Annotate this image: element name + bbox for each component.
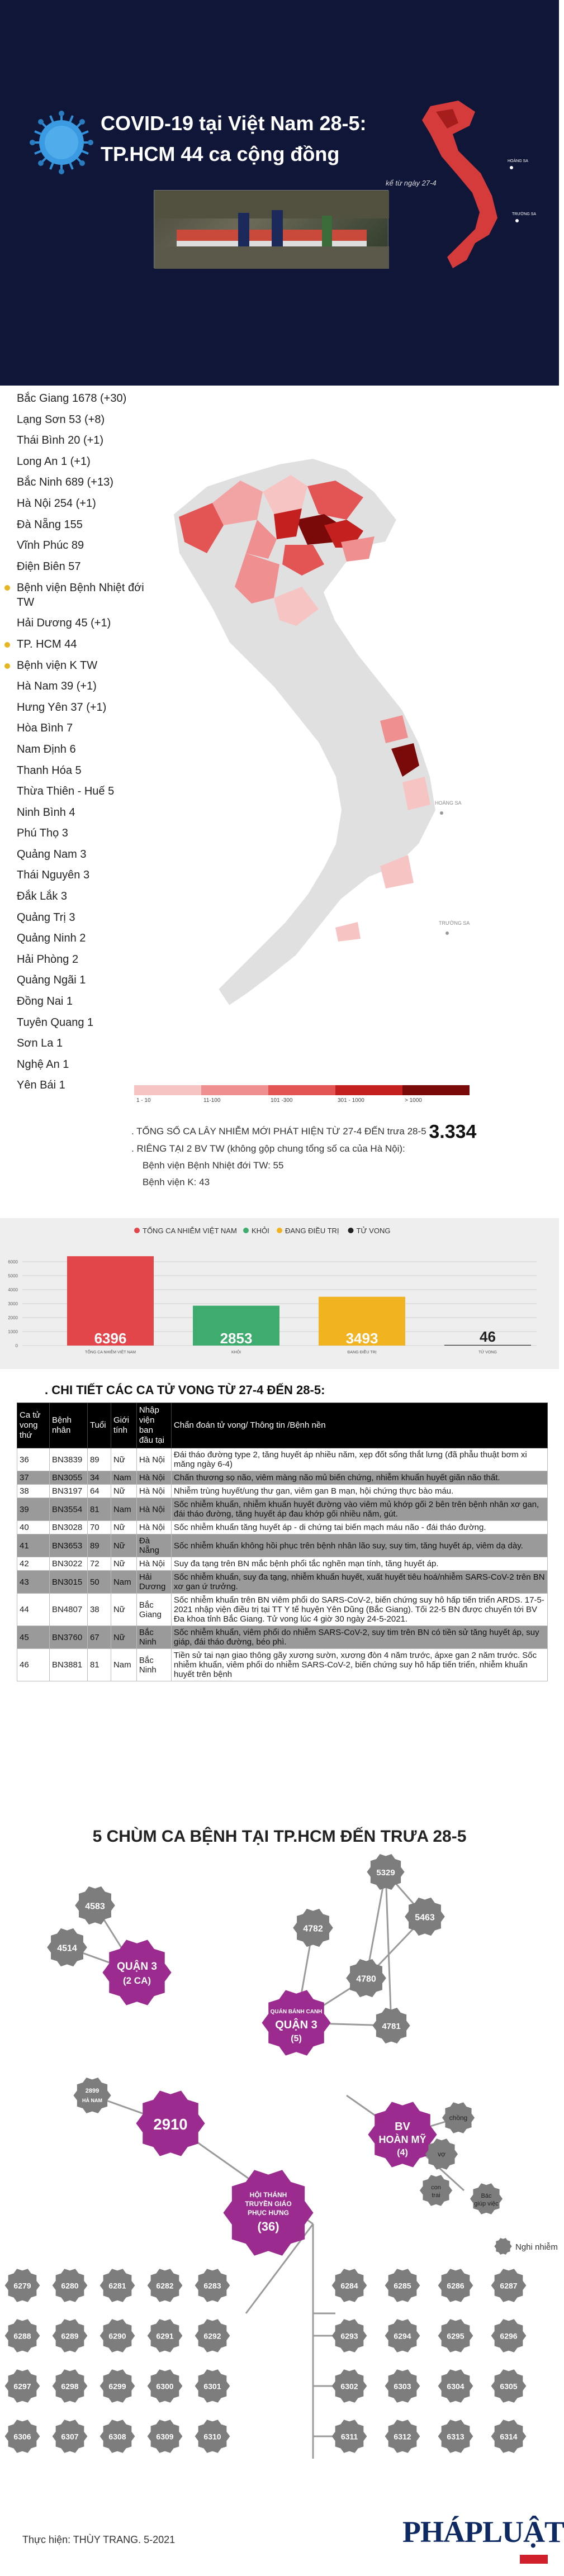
case-node-label: 6285 (394, 2281, 411, 2290)
scale-label: 101 -300 (271, 1097, 293, 1104)
legend-swatch (277, 1228, 282, 1233)
province-label: Yên Bái 1 (17, 1079, 65, 1092)
scale-label: > 1000 (405, 1097, 422, 1104)
province-label: Long An 1 (+1) (17, 455, 91, 468)
table-cell: 45 (17, 1626, 50, 1649)
case-node-label: 6310 (203, 2432, 221, 2441)
province-item (17, 949, 162, 971)
scale-label: 301 - 1000 (338, 1097, 364, 1104)
province-label: Bắc Ninh 689 (+13) (17, 476, 113, 489)
truong-sa-label: TRƯỜNG SA (439, 920, 470, 926)
province-label: Hòa Bình 7 (17, 722, 73, 735)
scale-label: 11-100 (203, 1097, 221, 1104)
case-node-label: 6312 (394, 2432, 411, 2441)
bar-chart-svg (0, 1218, 559, 1369)
clusters-diagram (0, 1855, 559, 2498)
hanam-node-label: 2899 (85, 2088, 99, 2094)
truong-sa-mini-label: TRƯỜNG SA (512, 212, 537, 216)
binhcanh-small-label: QUÁN BÁNH CANH (270, 2009, 323, 2015)
table-cell: 50 (87, 1571, 111, 1594)
province-item (17, 802, 162, 824)
case-node-label: 6298 (61, 2382, 79, 2391)
table-cell: Sốc nhiễm khuẩn không hồi phục trên bệnh nhân lão suy, suy tim, tăng huyết áp, viêm dạ dày. (171, 1534, 547, 1557)
case-node-label: 6299 (108, 2382, 126, 2391)
table-cell: 72 (87, 1557, 111, 1571)
bv-hm-node-label: chồng (449, 2114, 468, 2122)
table-cell: Nữ (111, 1521, 136, 1534)
y-tick-label: 2000 (8, 1315, 18, 1320)
binhcanh-main-label: QUẬN 3 (275, 2019, 317, 2031)
case-node-label: 6282 (156, 2281, 174, 2290)
legend-swatch (243, 1228, 249, 1233)
table-cell: Nam (111, 1649, 136, 1681)
case-node-label: 6300 (156, 2382, 174, 2391)
x-tick-label: KHỎI (231, 1351, 241, 1354)
table-cell: BN3760 (49, 1626, 87, 1649)
table-cell: Bắc Giang (136, 1594, 171, 1626)
table-row (17, 1557, 548, 1571)
case-node-label: 5463 (415, 1913, 435, 1923)
scale-swatch (402, 1085, 470, 1095)
table-cell: Sốc nhiễm khuẩn, suy đa tạng, nhiễm khuẩn huyết, xuất huyết tiêu hoá/nhiễm SARS-CoV-2 trên BN xơ gan ứ trưởng. (171, 1571, 547, 1594)
hanam-label: HÀ NAM (82, 2098, 102, 2103)
bar-value-label: 6396 (94, 1330, 127, 1347)
church-line3: PHỤC HƯNG (248, 2209, 289, 2217)
case-node-label: 6313 (447, 2432, 465, 2441)
table-header-cell: Giới tính (111, 1403, 136, 1448)
legend-label: TỬ VONG (356, 1227, 391, 1235)
province-item (17, 557, 162, 578)
table-cell: Sốc nhiễm khuẩn trên BN viêm phổi do SARS-CoV-2, biến chứng suy hô hấp tiến triển ARDS. 17-5-2021 nhập viện điều trị tại TT Y tế huyện Yên Dũng (Bắc Giang). Tối 22-5 BN được chuyển tới BV Đa khoa tỉnh Bắc Giang. Tử vong lúc 4 giờ 30 ngày 24-5-2021. (171, 1594, 547, 1626)
province-item (17, 388, 162, 410)
table-cell: 37 (17, 1471, 50, 1485)
table-header-cell: Bệnh nhân (49, 1403, 87, 1448)
table-cell: Suy đa tạng trên BN mắc bệnh phổi tắc nghẽn mạn tính, tăng huyết áp. (171, 1557, 547, 1571)
church-line2: TRUYỀN GIÁO (245, 2200, 292, 2208)
case-node-label: 4583 (85, 1902, 105, 1912)
table-cell: Sốc nhiễm khuẩn, viêm phổi do nhiễm SARS-CoV-2, suy tim trên BN có tiền sử tăng huyết áp, suy giáp, đái tháo đường, béo phì. (171, 1626, 547, 1649)
y-tick-label: 4000 (8, 1287, 18, 1292)
legend-label: TỔNG CA NHIỄM VIỆT NAM (143, 1227, 237, 1235)
province-item (17, 1013, 162, 1034)
table-row (17, 1471, 548, 1485)
case-node-label: 6304 (447, 2382, 465, 2391)
province-list (17, 388, 162, 1096)
province-item (17, 493, 162, 515)
province-label: Đà Nẵng 155 (17, 518, 83, 531)
province-item (17, 410, 162, 431)
table-row (17, 1498, 548, 1521)
table-cell: Sốc nhiễm khuẩn tăng huyết áp - di chứng tai biến mạch máu não - đái tháo đường. (171, 1521, 547, 1534)
y-tick-label: 5000 (8, 1273, 18, 1279)
table-cell: 38 (17, 1485, 50, 1498)
case-node (108, 1944, 165, 2000)
q3-count: (2 CA) (122, 1975, 151, 1986)
table-cell: BN3881 (49, 1649, 87, 1681)
province-label: Tuyên Quang 1 (17, 1016, 94, 1029)
bv-hm-count: (4) (397, 2148, 408, 2157)
case-node-label: 6281 (108, 2281, 126, 2290)
province-label: Thái Nguyên 3 (17, 869, 90, 882)
scale-swatch (335, 1085, 402, 1095)
province-item (17, 886, 162, 907)
case-node-label: 6295 (447, 2331, 465, 2341)
table-cell: 36 (17, 1448, 50, 1471)
table-row (17, 1594, 548, 1626)
province-item (17, 928, 162, 949)
page-title: COVID-19 tại Việt Nam 28-5: (101, 112, 367, 135)
table-row (17, 1649, 548, 1681)
province-label: Lạng Sơn 53 (+8) (17, 413, 105, 426)
hoang-sa-label: HOÀNG SA (435, 800, 462, 806)
table-row (17, 1485, 548, 1498)
clusters-title: 5 CHÙM CA BỆNH TẠI TP.HCM ĐẾN TRƯA 28-5 (92, 1827, 467, 1846)
province-item (17, 781, 162, 802)
bv-hm-node-label: trai (432, 2192, 440, 2199)
table-cell: BN3197 (49, 1485, 87, 1498)
province-label: Đắk Lắk 3 (17, 890, 68, 903)
table-cell: 34 (87, 1471, 111, 1485)
province-item (17, 676, 162, 697)
table-cell: Tiền sử tai nạn giao thông gãy xương sườn, xương đòn 4 năm trước, ápxe gan 2 năm trước. Sốc nhiễm khuẩn, viêm phổi do nhiễm SARS-CoV-2, biến chứng suy hô hấp tiến triển, nhiễm khuẩn huyết trên bệnh (171, 1649, 547, 1681)
bar-value-label: 2853 (220, 1330, 253, 1347)
vietnam-mini-map (414, 101, 537, 274)
y-tick-label: 1000 (8, 1329, 18, 1334)
province-label: Ninh Bình 4 (17, 806, 75, 819)
table-cell: 42 (17, 1557, 50, 1571)
bv-hm-node-label: Bác (481, 2193, 492, 2199)
province-label: Bệnh viện Bệnh Nhiệt đới TW (17, 582, 144, 609)
table-cell: Nữ (111, 1557, 136, 1571)
table-cell: 81 (87, 1498, 111, 1521)
case-node-label: 6279 (13, 2281, 31, 2290)
marker-dot-icon (4, 663, 10, 669)
bv-hm-line2: HOÀN MỸ (378, 2134, 426, 2145)
province-item (17, 739, 162, 761)
table-cell: Hà Nội (136, 1498, 171, 1521)
province-item (17, 535, 162, 557)
table-cell: 43 (17, 1571, 50, 1594)
province-label: Hà Nội 254 (+1) (17, 497, 96, 510)
case-node (496, 2239, 510, 2254)
scale-swatch (134, 1085, 201, 1095)
province-item (17, 823, 162, 844)
church-line1: HỘI THÁNH (249, 2191, 287, 2199)
province-label: Vĩnh Phúc 89 (17, 539, 84, 552)
table-cell: Hà Nội (136, 1557, 171, 1571)
table-cell: 39 (17, 1498, 50, 1521)
province-item (17, 718, 162, 739)
province-label: Đồng Nai 1 (17, 995, 73, 1008)
case-node-label: 6294 (394, 2331, 411, 2341)
province-item (17, 451, 162, 473)
bar-value-label: 3493 (345, 1330, 378, 1347)
header-banner (0, 0, 559, 386)
table-header-cell: Chẩn đoán tử vong/ Thông tin /Bệnh nền (171, 1403, 547, 1448)
table-cell: BN3554 (49, 1498, 87, 1521)
table-body (17, 1448, 548, 1681)
province-label: Quảng Nam 3 (17, 848, 87, 861)
province-item (17, 613, 162, 634)
hospital-note: . RIÊNG TẠI 2 BV TW (không gộp chung tổng số ca của Hà Nội): (131, 1143, 405, 1154)
case-node-label: 6291 (156, 2331, 174, 2341)
case-node-label: 6286 (447, 2281, 465, 2290)
table-cell: Đà Nẵng (136, 1534, 171, 1557)
table-cell: BN3653 (49, 1534, 87, 1557)
scale-swatch (201, 1085, 268, 1095)
case-node-label: 6284 (340, 2281, 358, 2290)
case-node-label: 6292 (203, 2331, 221, 2341)
case-node-label: 6296 (500, 2331, 518, 2341)
table-cell: BN3022 (49, 1557, 87, 1571)
case-node-label: 6302 (340, 2382, 358, 2391)
hospital-k: Bệnh viện K: 43 (143, 1176, 210, 1187)
case-node-label: 4782 (303, 1924, 323, 1934)
province-item (17, 1054, 162, 1076)
credit-line: Thực hiện: THÙY TRANG. 5-2021 (22, 2534, 176, 2545)
case-node-label: 4781 (382, 2022, 401, 2031)
x-tick-label: TỔNG CA NHIỄM VIỆT NAM (85, 1351, 136, 1354)
table-row (17, 1571, 548, 1594)
table-cell: 40 (17, 1521, 50, 1534)
table-cell: Hà Nội (136, 1471, 171, 1485)
news-photo (154, 190, 388, 268)
province-label: Bắc Giang 1678 (+30) (17, 392, 127, 405)
province-item (17, 844, 162, 866)
legend-suspected: Nghi nhiễm (515, 2242, 558, 2252)
bv-hm-node-label: con (431, 2184, 441, 2191)
x-tick-label: TỬ VONG (478, 1351, 497, 1354)
case-node-label: 6303 (394, 2382, 411, 2391)
table-cell: 46 (17, 1649, 50, 1681)
case-node (77, 2080, 107, 2111)
legend-swatch (348, 1228, 354, 1233)
province-label: Nam Định 6 (17, 743, 76, 755)
province-label: Bệnh viện K TW (17, 659, 98, 672)
table-cell: Nam (111, 1498, 136, 1521)
table-cell: Nữ (111, 1448, 136, 1471)
table-cell: Sốc nhiễm khuẩn, nhiễm khuẩn huyết đường vào viêm mủ khớp gối 2 bên trên bệnh nhân xơ gan, đái tháo đường, tăng huyết áp đau khớp gối nhiều năm, gút. (171, 1498, 547, 1521)
case-node-label: 6305 (500, 2382, 518, 2391)
table-cell: Nữ (111, 1594, 136, 1626)
province-item (17, 472, 162, 493)
table-cell: Chấn thương sọ não, viêm màng não mủ biến chứng, nhiễm khuẩn huyết giãn não thất. (171, 1471, 547, 1485)
province-label: Hải Dương 45 (+1) (17, 617, 111, 630)
province-label: Sơn La 1 (17, 1037, 63, 1050)
province-label: Thừa Thiên - Huế 5 (17, 785, 115, 798)
table-row (17, 1521, 548, 1534)
province-label: Quảng Ngãi 1 (17, 974, 86, 987)
case-node-label: 6301 (203, 2382, 221, 2391)
y-tick-label: 6000 (8, 1260, 18, 1265)
y-tick-label: 0 (15, 1343, 18, 1348)
summary-stats (131, 1123, 539, 1191)
table-row (17, 1534, 548, 1557)
bv-hm-node-label: giúp việc (474, 2200, 499, 2207)
total-cases-label: . TỔNG SỐ CA LÂY NHIỄM MỚI PHÁT HIỆN TỪ 27-4 ĐẾN trưa 28-5 (131, 1126, 426, 1137)
table-cell: Hà Nội (136, 1485, 171, 1498)
case-node-label: 6311 (340, 2432, 358, 2441)
table-cell: Nhiễm trùng huyết/ung thư gan, viêm gan B mạn, hội chứng thực bào máu. (171, 1485, 547, 1498)
case-node-label: 6309 (156, 2432, 174, 2441)
table-cell: Nữ (111, 1534, 136, 1557)
case-node-label: 6308 (108, 2432, 126, 2441)
case-node-label: 2910 (153, 2116, 188, 2133)
table-cell: 67 (87, 1626, 111, 1649)
province-label: Thanh Hóa 5 (17, 764, 82, 777)
coronavirus-icon (28, 109, 95, 176)
case-node-label: 6314 (500, 2432, 518, 2441)
table-cell: Nữ (111, 1485, 136, 1498)
province-item (17, 515, 162, 536)
table-cell: Nữ (111, 1626, 136, 1649)
table-header-cell: Nhập viện ban đầu tại (136, 1403, 171, 1448)
bar-value-label: 46 (480, 1328, 496, 1345)
province-label: Nghệ An 1 (17, 1058, 69, 1071)
table-cell: 38 (87, 1594, 111, 1626)
case-node-label: 6280 (61, 2281, 79, 2290)
case-node-label: 6290 (108, 2331, 126, 2341)
province-item (17, 1033, 162, 1054)
province-label: Hải Phòng 2 (17, 953, 79, 966)
province-label: Hà Nam 39 (+1) (17, 680, 97, 693)
province-item (17, 430, 162, 451)
legend-swatch (134, 1228, 140, 1233)
province-label: Thái Bình 20 (+1) (17, 434, 104, 447)
total-cases-value: 3.334 (429, 1121, 477, 1143)
table-cell: Bắc Ninh (136, 1649, 171, 1681)
table-cell: BN3028 (49, 1521, 87, 1534)
phapluat-logo: PHÁPLUẬT (402, 2515, 564, 2549)
scale-label: 1 - 10 (136, 1097, 151, 1104)
province-item (17, 991, 162, 1013)
province-item (17, 577, 162, 613)
case-node-label: 6288 (13, 2331, 31, 2341)
cases-bar-chart (0, 1218, 559, 1369)
province-item (17, 697, 162, 719)
case-node-label: 6307 (61, 2432, 79, 2441)
province-label: Quảng Ninh 2 (17, 932, 86, 945)
church-count: (36) (257, 2219, 279, 2233)
table-cell: Nam (111, 1471, 136, 1485)
table-cell: BN3839 (49, 1448, 87, 1471)
bv-hm-node-label: vợ (438, 2150, 445, 2158)
table-cell: BN4807 (49, 1594, 87, 1626)
province-item (17, 907, 162, 929)
table-cell: 41 (17, 1534, 50, 1557)
table-cell: BN3015 (49, 1571, 87, 1594)
page-subtitle: TP.HCM 44 ca cộng đồng (101, 142, 340, 165)
province-item (17, 655, 162, 677)
table-row (17, 1448, 548, 1471)
legend-label: KHỎI (252, 1227, 269, 1235)
case-node-label: 4514 (57, 1943, 77, 1954)
province-label: Quảng Trị 3 (17, 911, 75, 924)
table-cell: Bắc Ninh (136, 1626, 171, 1649)
vietnam-map (157, 441, 470, 1112)
province-label: TP. HCM 44 (17, 638, 77, 650)
table-cell: 89 (87, 1534, 111, 1557)
province-label: Điện Biên 57 (17, 560, 81, 573)
case-node-label: 6293 (340, 2331, 358, 2341)
q3-label: QUẬN 3 (117, 1961, 157, 1973)
table-cell: 89 (87, 1448, 111, 1471)
table-cell: Hà Nội (136, 1448, 171, 1471)
bv-hm-line1: BV (395, 2121, 410, 2133)
table-cell: 70 (87, 1521, 111, 1534)
case-node-label: 6297 (13, 2382, 31, 2391)
hospital-nhiet-doi: Bệnh viện Bệnh Nhiệt đới TW: 55 (143, 1159, 284, 1171)
scale-swatch (268, 1085, 335, 1095)
case-node-label: 6287 (500, 2281, 518, 2290)
binhcanh-count: (5) (291, 2034, 302, 2043)
marker-dot-icon (4, 585, 10, 591)
table-cell: 81 (87, 1649, 111, 1681)
case-node-label: 5329 (376, 1868, 395, 1878)
case-node-label: 6283 (203, 2281, 221, 2290)
since-date: kể từ ngày 27-4 (386, 179, 437, 187)
x-tick-label: ĐANG ĐIỀU TRỊ (347, 1351, 377, 1354)
province-label: Hưng Yên 37 (+1) (17, 701, 107, 714)
bar-3 (444, 1345, 531, 1346)
table-cell: BN3055 (49, 1471, 87, 1485)
y-tick-label: 3000 (8, 1301, 18, 1306)
case-node-label: 4780 (356, 1974, 376, 1984)
table-cell: Nam (111, 1571, 136, 1594)
deaths-table (17, 1403, 548, 1681)
table-cell: Hà Nội (136, 1521, 171, 1534)
province-item (17, 634, 162, 655)
marker-dot-icon (4, 642, 10, 648)
table-header-row (17, 1403, 548, 1448)
table-header-cell: Tuổi (87, 1403, 111, 1448)
province-label: Phú Thọ 3 (17, 827, 68, 840)
deaths-table-title: . CHI TIẾT CÁC CA TỬ VONG TỪ 27-4 ĐẾN 28-5: (45, 1383, 325, 1397)
table-cell: Hải Dương (136, 1571, 171, 1594)
hoang-sa-mini-label: HOÀNG SA (508, 159, 528, 163)
case-node-label: 6306 (13, 2432, 31, 2441)
logo-accent (520, 2555, 548, 2564)
table-cell: 44 (17, 1594, 50, 1626)
table-header-cell: Ca tử vong thứ (17, 1403, 50, 1448)
table-cell: 64 (87, 1485, 111, 1498)
case-node-label: 6289 (61, 2331, 79, 2341)
province-item (17, 970, 162, 991)
table-row (17, 1626, 548, 1649)
legend-label: ĐANG ĐIỀU TRỊ (285, 1227, 339, 1235)
province-item (17, 761, 162, 782)
table-cell: Đái tháo đường type 2, tăng huyết áp nhiều năm, xẹp đốt sống thắt lưng (đã phẫu thuật bơm xi măng ngày 6-4) (171, 1448, 547, 1471)
province-item (17, 865, 162, 886)
